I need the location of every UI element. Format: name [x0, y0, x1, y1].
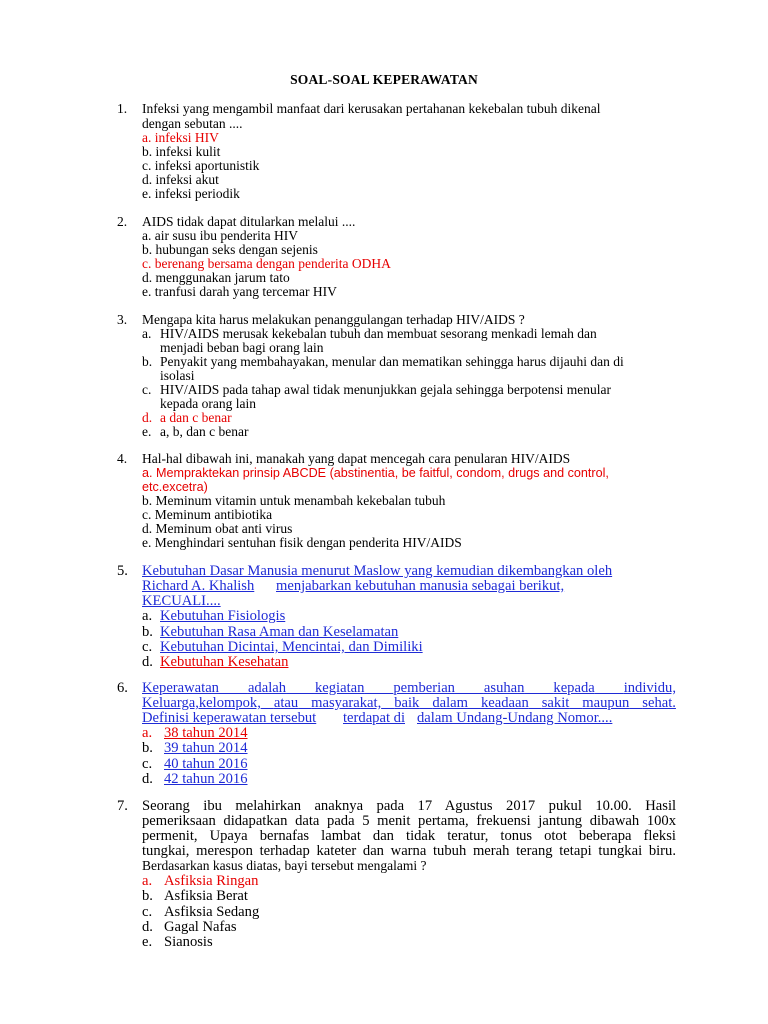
answer-option: a, b, dan c benar [160, 424, 249, 439]
word: menit [377, 813, 411, 829]
question-text-line [142, 680, 676, 696]
word: melahirkan [235, 798, 302, 814]
answer-option: e. tranfusi darah yang tercemar HIV [142, 284, 337, 299]
word: individu, [623, 680, 676, 696]
word: warna [390, 843, 427, 859]
answer-option: 42 tahun 2016 [164, 771, 248, 787]
word: 100x [646, 813, 676, 829]
answer-option: 39 tahun 2014 [164, 740, 248, 756]
word: keadaan [480, 695, 529, 711]
question-text: Kebutuhan Dasar Manusia menurut Maslow yang kemudian dikembangkan oleh [142, 563, 613, 579]
answer-option-correct: a. Mempraktekan prinsip ABCDE (abstinentia, be faitful, condom, drugs and control, [142, 466, 609, 480]
word: dan [362, 843, 384, 859]
option-letter: c. [142, 382, 152, 397]
word: pemeriksaan [142, 813, 216, 829]
word: tetapi [559, 843, 592, 859]
word: tungkai, [142, 843, 190, 859]
word: 17 [417, 798, 433, 814]
word: Keperawatan [142, 680, 219, 696]
question-text: Hal-hal dibawah ini, manakah yang dapat mencegah cara penularan HIV/AIDS [142, 451, 571, 466]
word: tungkai [598, 843, 643, 859]
word: dan [372, 828, 394, 844]
question-text-line [142, 798, 676, 814]
question-text-line [142, 813, 676, 829]
question-text: KECUALI.... [142, 593, 221, 609]
answer-option: a. air susu ibu penderita HIV [142, 228, 298, 243]
answer-option: 40 tahun 2016 [164, 756, 248, 772]
answer-option: isolasi [160, 368, 195, 383]
word: Seorang [142, 798, 190, 814]
word: teratur, [447, 828, 489, 844]
word: masyarakat, [311, 695, 382, 711]
question-text: Berdasarkan kasus diatas, bayi tersebut mengalami ? [142, 858, 427, 873]
option-letter: d. [142, 771, 153, 787]
word: terhadap [259, 843, 310, 859]
question-text: menjabarkan kebutuhan manusia sebagai berikut, [276, 578, 565, 594]
word: dibawah [589, 813, 640, 829]
word: atau [273, 695, 299, 711]
answer-option: d. Meminum obat anti virus [142, 521, 293, 536]
answer-option: menjadi beban bagi orang lain [160, 340, 324, 355]
answer-option: Kebutuhan Rasa Aman dan Keselamatan [160, 624, 399, 640]
word: terang [516, 843, 553, 859]
word: fleksi [643, 828, 676, 844]
answer-option: HIV/AIDS merusak kekebalan tubuh dan membuat sesorang menkadi lemah dan [160, 326, 597, 341]
answer-option-correct: Asfiksia Ringan [164, 873, 259, 889]
word: Keluarga,kelompok, [142, 695, 261, 711]
option-letter: c. [142, 756, 153, 772]
answer-option-correct: c. berenang bersama dengan penderita ODHA [142, 256, 391, 271]
option-letter: a. [142, 725, 153, 741]
word: tonus [500, 828, 533, 844]
word: kateter [316, 843, 357, 859]
option-letter: b. [142, 354, 153, 369]
word: merespon [196, 843, 253, 859]
document-title: SOAL-SOAL KEPERAWATAN [290, 72, 478, 87]
question-number: 7. [117, 798, 128, 814]
question-text: Definisi keperawatan tersebut [142, 710, 317, 726]
option-letter: e. [142, 424, 152, 439]
answer-option: d. menggunakan jarum tato [142, 270, 290, 285]
question-number: 3. [117, 312, 128, 327]
answer-option-correct: 38 tahun 2014 [164, 725, 248, 741]
option-letter: e. [142, 934, 153, 950]
option-letter: a. [142, 873, 153, 889]
option-letter: b. [142, 740, 153, 756]
option-letter: a. [142, 326, 152, 341]
option-letter: c. [142, 904, 153, 920]
question-text: Mengapa kita harus melakukan penanggulangan terhadap HIV/AIDS ? [142, 312, 525, 327]
option-letter: a. [142, 608, 153, 624]
word: pertama, [418, 813, 469, 829]
option-letter: d. [142, 919, 153, 935]
answer-option: d. infeksi akut [142, 172, 219, 187]
word: pukul [548, 798, 582, 814]
word: asuhan [483, 680, 525, 696]
question-number: 1. [117, 101, 128, 116]
word: permenit, [142, 828, 198, 844]
answer-option-correct: Kebutuhan Kesehatan [160, 654, 289, 670]
word: tubuh [433, 843, 467, 859]
word: adalah [247, 680, 287, 696]
word: jantung [538, 813, 583, 829]
word: Agustus [444, 798, 493, 814]
word: 2017 [506, 798, 536, 814]
word: pemberian [393, 680, 455, 696]
question-text: dalam Undang-Undang Nomor.... [417, 710, 613, 726]
answer-option: kepada orang lain [160, 396, 256, 411]
answer-option: HIV/AIDS pada tahap awal tidak menunjukkan gejala sehingga berpotensi menular [160, 382, 611, 397]
answer-option: Asfiksia Sedang [164, 904, 260, 920]
word: frekuensi [476, 813, 531, 829]
answer-option: b. hubungan seks dengan sejenis [142, 242, 318, 257]
word: baik [394, 695, 420, 711]
answer-option: Sianosis [164, 934, 213, 950]
word: data [295, 813, 320, 829]
word: biru. [648, 843, 676, 859]
question-text: Infeksi yang mengambil manfaat dari kerusakan pertahanan kekebalan tubuh dikenal [142, 101, 601, 116]
word: kepada [553, 680, 595, 696]
word: dalam [432, 695, 468, 711]
word: anaknya [314, 798, 364, 814]
answer-option: Penyakit yang membahayakan, menular dan mematikan sehingga harus dijauhi dan di [160, 354, 624, 369]
answer-option: e. infeksi periodik [142, 186, 240, 201]
word: maupun [582, 695, 630, 711]
question-text: Richard A. Khalish [142, 578, 255, 594]
answer-option: Kebutuhan Dicintai, Mencintai, dan Dimiliki [160, 639, 423, 655]
answer-option: Gagal Nafas [164, 919, 237, 935]
answer-option: c. Meminum antibiotika [142, 507, 273, 522]
word: 10.00. [595, 798, 632, 814]
word: Hasil [645, 798, 677, 814]
word: beberapa [578, 828, 632, 844]
answer-option: b. Meminum vitamin untuk menambah kekebalan tubuh [142, 493, 446, 508]
word: otot [544, 828, 567, 844]
answer-option: b. infeksi kulit [142, 144, 221, 159]
answer-option-correct: etc.excetra) [142, 480, 208, 494]
answer-option-correct: a. infeksi HIV [142, 130, 219, 145]
option-letter: d. [142, 410, 153, 425]
option-letter: d. [142, 654, 153, 670]
question-number: 4. [117, 451, 128, 466]
question-text: AIDS tidak dapat ditularkan melalui .... [142, 214, 356, 229]
answer-option: e. Menghindari sentuhan fisik dengan penderita HIV/AIDS [142, 535, 462, 550]
word: ibu [203, 798, 222, 814]
word: merah [472, 843, 510, 859]
option-letter: c. [142, 639, 153, 655]
word: sakit [541, 695, 570, 711]
option-letter: b. [142, 888, 153, 904]
word: didapatkan [223, 813, 288, 829]
word: 5 [362, 813, 370, 829]
answer-option: Kebutuhan Fisiologis [160, 608, 286, 624]
question-text: dengan sebutan .... [142, 116, 243, 131]
word: bernafas [259, 828, 310, 844]
answer-option: Asfiksia Berat [164, 888, 248, 904]
question-text-line [142, 695, 676, 711]
word: kegiatan [314, 680, 365, 696]
question-text-line [142, 828, 676, 844]
answer-option: c. infeksi aportunistik [142, 158, 260, 173]
word: Upaya [209, 828, 248, 844]
question-number: 6. [117, 680, 128, 696]
word: pada [327, 813, 355, 829]
word: sehat. [642, 695, 676, 711]
word: tidak [406, 828, 436, 844]
question-text-line [142, 843, 676, 859]
option-letter: b. [142, 624, 153, 640]
word: pada [376, 798, 405, 814]
question-number: 5. [117, 563, 128, 579]
answer-option-correct: a dan c benar [160, 410, 232, 425]
question-text: terdapat di [343, 710, 405, 726]
question-number: 2. [117, 214, 128, 229]
word: lambat [321, 828, 361, 844]
